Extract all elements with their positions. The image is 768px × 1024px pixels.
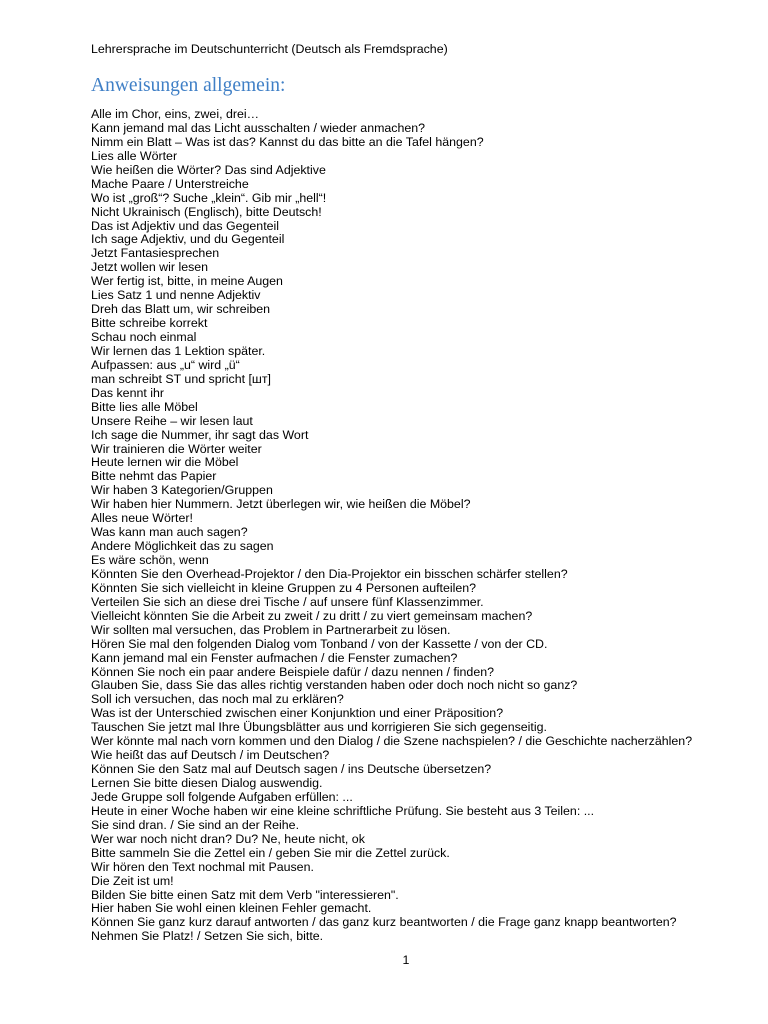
phrase-line: Sie sind dran. / Sie sind an der Reihe. [91,817,300,832]
phrase-line: Wir lernen das 1 Lektion später. [91,343,266,358]
phrase-line: Ich sage Adjektiv, und du Gegenteil [91,232,285,247]
phrase-line: Jede Gruppe soll folgende Aufgaben erfüllen: ... [91,789,353,804]
phrase-line: Schau noch einmal [91,330,197,344]
section-heading: Anweisungen allgemein: [91,75,286,96]
phrase-line: Mache Paare / Unterstreiche [91,176,249,191]
phrase-line: Wir sollten mal versuchen, das Problem in Partnerarbeit zu lösen. [91,622,451,637]
phrase-line: Jetzt Fantasiesprechen [91,246,220,261]
phrase-line: Wir hören den Text nochmal mit Pausen. [91,859,314,874]
phrase-line: Lies Satz 1 und nenne Adjektiv [91,288,261,303]
phrase-line: Könnten Sie den Overhead-Projektor / den Dia-Projektor ein bisschen schärfer stellen? [91,566,568,581]
phrase-line: Wir haben 3 Kategorien/Gruppen [91,483,273,498]
phrase-line: Hören Sie mal den folgenden Dialog vom Tonband / von der Kassette / von der CD. [91,636,548,651]
phrase-line: Vielleicht könnten Sie die Arbeit zu zweit / zu dritt / zu viert gemeinsam machen? [91,608,533,623]
phrase-line: Was ist der Unterschied zwischen einer Konjunktion und einer Präposition? [91,706,504,721]
phrase-line: Wir trainieren die Wörter weiter [91,441,262,456]
phrase-line: Ich sage die Nummer, ihr sagt das Wort [91,427,309,442]
phrase-line: Soll ich versuchen, das noch mal zu erklären? [91,692,344,707]
phrase-line: Bitte lies alle Möbel [91,399,198,414]
phrase-line: Heute in einer Woche haben wir eine kleine schriftliche Prüfung. Sie besteht aus 3 Teilen: ... [91,803,595,818]
phrase-line: Bitte nehmt das Papier [91,469,217,484]
phrase-line: Verteilen Sie sich an diese drei Tische / auf unsere fünf Klassenzimmer. [91,594,484,609]
phrase-line: Das ist Adjektiv und das Gegenteil [91,218,280,233]
phrase-line: Lies alle Wörter [91,148,178,163]
phrase-line: Nimm ein Blatt – Was ist das? Kannst du das bitte an die Tafel hängen? [91,134,484,149]
phrase-line: Glauben Sie, dass Sie das alles richtig verstanden haben oder doch noch nicht so ganz? [91,678,578,693]
phrase-line: Andere Möglichkeit das zu sagen [91,539,274,554]
phrase-line: man schreibt ST und spricht [шт] [91,371,271,386]
phrase-line: Heute lernen wir die Möbel [91,455,239,470]
phrase-line: Hier haben Sie wohl einen kleinen Fehler gemacht. [91,901,372,916]
phrase-line: Können Sie ganz kurz darauf antworten / das ganz kurz beantworten / die Frage ganz knapp beantworten? [91,915,677,930]
phrase-line: Wo ist „groß“? Suche „klein“. Gib mir „hell“! [91,190,327,205]
phrase-line: Wer könnte mal nach vorn kommen und den Dialog / die Szene nachspielen? / die Geschichte nacherzählen? [91,734,693,749]
phrase-list [91,108,692,944]
phrase-line: Nicht Ukrainisch (Englisch), bitte Deutsch! [91,204,322,219]
phrase-line: Es wäre schön, wenn [91,553,209,567]
page-number: 1 [402,953,410,967]
phrase-line: Können Sie den Satz mal auf Deutsch sagen / ins Deutsche übersetzen? [91,762,492,777]
phrase-line: Dreh das Blatt um, wir schreiben [91,302,271,317]
phrase-line: Könnten Sie sich vielleicht in kleine Gruppen zu 4 Personen aufteilen? [91,580,477,595]
phrase-line: Bitte sammeln Sie die Zettel ein / geben Sie mir die Zettel zurück. [91,845,450,860]
phrase-line: Wer fertig ist, bitte, in meine Augen [91,274,283,289]
phrase-line: Die Zeit ist um! [91,873,174,888]
phrase-line: Wer war noch nicht dran? Du? Ne, heute nicht, ok [91,831,365,846]
phrase-line: Kann jemand mal das Licht ausschalten / wieder anmachen? [91,120,426,135]
phrase-line: Wie heißt das auf Deutsch / im Deutschen? [91,748,330,763]
phrase-line: Können Sie noch ein paar andere Beispiele dafür / dazu nennen / finden? [91,664,494,679]
phrase-line: Aufpassen: aus „u“ wird „ü“ [91,357,240,372]
document-header: Lehrersprache im Deutschunterricht (Deutsch als Fremdsprache) [91,42,448,56]
phrase-line: Wir haben hier Nummern. Jetzt überlegen wir, wie heißen die Möbel? [91,497,471,512]
phrase-line: Alle im Chor, eins, zwei, drei… [91,107,260,121]
phrase-line: Das kennt ihr [91,385,165,400]
phrase-line: Tauschen Sie jetzt mal Ihre Übungsblätter aus und korrigieren Sie sich gegenseitig. [91,720,547,735]
phrase-line: Lernen Sie bitte diesen Dialog auswendig. [91,776,323,790]
phrase-line: Alles neue Wörter! [91,511,193,526]
phrase-line: Wie heißen die Wörter? Das sind Adjektive [91,162,326,177]
phrase-line: Bilden Sie bitte einen Satz mit dem Verb "interessieren". [91,887,399,902]
phrase-line: Bitte schreibe korrekt [91,316,208,331]
phrase-line: Was kann man auch sagen? [91,525,248,540]
phrase-line: Jetzt wollen wir lesen [91,260,209,275]
phrase-line: Nehmen Sie Platz! / Setzen Sie sich, bitte. [91,929,324,944]
phrase-line: Kann jemand mal ein Fenster aufmachen / die Fenster zumachen? [91,650,458,665]
phrase-line: Unsere Reihe – wir lesen laut [91,413,253,428]
